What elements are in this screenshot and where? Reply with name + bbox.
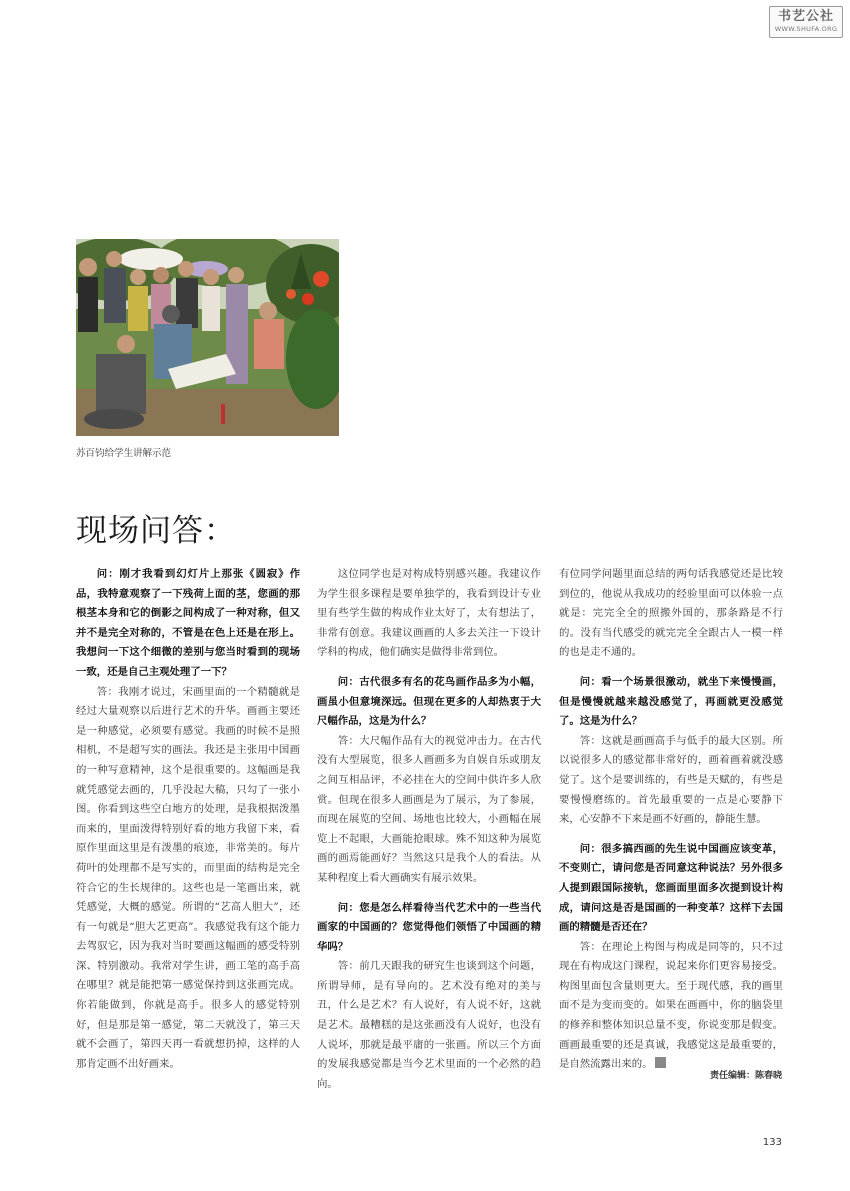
answer-paragraph: 答：这就是画画高手与低手的最大区别。所以说很多人的感觉都非常好的，画着画着就没感觉了。这个是要训练的，有些是天赋的，有些是要慢慢磨练的。首先最重要的一点是心要静下来，心安静不下来是画不好画的，静能生慧。 xyxy=(559,734,783,826)
text-column-3 xyxy=(559,565,783,1075)
answer-paragraph: 答：我刚才说过，宋画里面的一个精髓就是经过大量观察以后进行艺术的升华。画画主要还是一种感觉，必须要有感觉。我画的时候不是照相机，不是超写实的画法。我还是主张用中国画的一种写意精神，这个是很重要的。这幅画是我就凭感觉去画的，几乎没起大稿，只勾了一张小图。你看到这些空白地方的处理，是我根据泼墨而来的，里面泼得特别好看的地方我留下来，看原作里面这里是有泼墨的痕迹，非常美的。每片荷叶的处理都不是写实的，而里面的结构是完全符合它的生长规律的。这些也是一笔画出来，就凭感觉，大概的感觉。所谓的“艺高人胆大”，还有一句就是“胆大艺更高”。我感觉我有这个能力去驾驭它，因为我对当时要画这幅画的感受特别深、特别激动。我常对学生讲，画工笔的高手高在哪里？就是能把第一感觉保持到这张画完成。你若能做到，你就是高手。很多人的感觉特别好，但是那是第一感觉，第二天就没了，第三天就不会画了，第四天再一看就想扔掉，这样的人那肯定画不出好画来。 xyxy=(76,685,300,1070)
text-column-2 xyxy=(317,565,541,1094)
answer-paragraph: 答：前几天跟我的研究生也谈到这个问题，所谓导师，是有导向的。艺术没有绝对的美与丑，什么是艺术？有人说好，有人说不好，这就是艺术。最糟糕的是这张画没有人说好，也没有人说坏，那就是最平庸的一张画。所以三个方面的发展我感觉都是当今艺术里面的一个必然的趋向。 xyxy=(317,960,541,1090)
question-paragraph: 问：您是怎么样看待当代艺术中的一些当代画家的中国画的？您觉得他们领悟了中国画的精华吗？ xyxy=(317,901,541,953)
lecture-photo xyxy=(76,239,339,436)
answer-paragraph: 有位同学问题里面总结的两句话我感觉还是比较到位的，他说从我成功的经验里面可以体验一点就是：完完全全的照搬外国的，那条路是不行的。没有当代感受的就完完全全跟古人一模一样的也是走不通的。 xyxy=(559,568,783,659)
answer-paragraph: 答：大尺幅作品有大的视觉冲击力。在古代没有大型展览，很多人画画多为自娱自乐或朋友之间互相品评，不必挂在大的空间中供许多人欣赏。但现在很多人画画是为了展示，为了参展，而现在展览的空间、场地也比较大，小画幅在展览上不起眼，大画能抢眼球。殊不知这种为展览画的画焉能画好？当然这只是我个人的看法。从某种程度上看大画确实有展示效果。 xyxy=(317,734,541,884)
page-number: 133 xyxy=(762,1137,782,1148)
question-paragraph: 问：看一个场景很激动，就坐下来慢慢画，但是慢慢就越来越没感觉了，再画就更没感觉了。这是为什么？ xyxy=(559,675,783,728)
question-paragraph: 问：很多搞西画的先生说中国画应该变革，不变则亡，请问您是否同意这种说法？另外很多人提到跟国际接轨，您画面里面多次提到设计构成，请问这是否是国画的一种变革？这样下去国画的精髓是否还在？ xyxy=(559,842,783,934)
answer-paragraph xyxy=(559,938,783,1075)
answer-text: 答：在理论上构图与构成是同等的，只不过现在有构成这门课程，说起来你们更容易接受。构图里面包含量则更大。至于现代感，我的画里面不是为变而变的。如果在画画中，你的脑袋里的修养和整体知识总量不变，你说变那是假变。画画最重要的还是真诚，我感觉这是最重要的，是自然流露出来的。 xyxy=(559,940,783,1071)
logo-url: WWW.SHUFA.ORG xyxy=(774,25,838,33)
editor-credit: 责任编辑：陈春晓 xyxy=(709,1071,782,1081)
section-heading: 现场问答： xyxy=(76,513,236,549)
text-column-1 xyxy=(76,565,300,1074)
site-logo xyxy=(769,6,843,38)
end-mark-icon xyxy=(655,1057,666,1068)
answer-paragraph: 这位同学也是对构成特别感兴趣。我建议作为学生很多课程是要单独学的，我看到设计专业里有些学生做的构成作业太好了，太有想法了，非常有创意。我建议画画的人多去关注一下设计学科的构成，他们确实是做得非常到位。 xyxy=(317,568,541,659)
photo-caption: 苏百钧给学生讲解示范 xyxy=(76,448,172,459)
question-paragraph: 问：古代很多有名的花鸟画作品多为小幅，画虽小但意境深远。但现在更多的人却热衷于大尺幅作品，这是为什么？ xyxy=(317,675,541,728)
question-paragraph: 问：刚才我看到幻灯片上那张《圆寂》作品，我特意观察了一下残荷上面的茎，您画的那根茎本身和它的倒影之间构成了一种对称，但又并不是完全对称的，不管是在色上还是在形上。我想问一下这个细微的差别与您当时看到的现场一致，还是自己主观处理了一下？ xyxy=(76,568,300,678)
logo-text: 书艺公社 xyxy=(777,9,834,24)
